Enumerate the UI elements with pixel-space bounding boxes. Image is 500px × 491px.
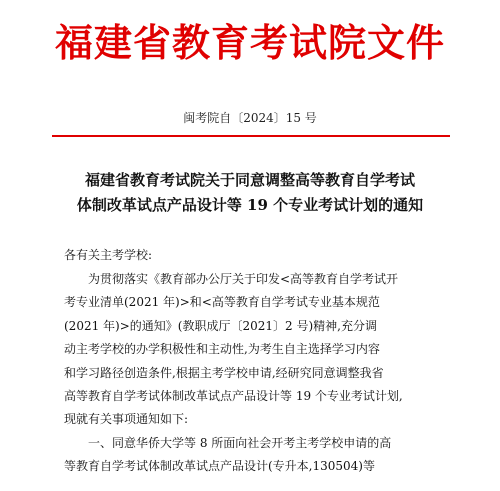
document-body (64, 268, 439, 479)
body-line: 考专业清单(2021 年)>和<高等教育自学考试专业基本规范 (64, 295, 380, 310)
body-line: (2021 年)>的通知》(教职成厅〔2021〕2 号)精神,充分调 (64, 318, 377, 333)
body-line: 一、同意华侨大学等 8 所面向社会开考主考学校申请的高 (88, 435, 392, 450)
body-line: 现就有关事项通知如下: (64, 412, 189, 427)
document-title (40, 168, 460, 218)
red-divider-rule (52, 135, 450, 137)
salutation: 各有关主考学校: (64, 248, 153, 262)
body-line: 和学习路径创造条件,根据主考学校申请,经研究同意调整我省 (64, 365, 384, 380)
document-number: 闽考院自〔2024〕15 号 (183, 111, 317, 125)
body-line: 动主考学校的办学积极性和主动性,为考生自主选择学习内容 (64, 342, 380, 357)
document-header-title: 福建省教育考试院文件 (54, 20, 445, 65)
body-line: 为贯彻落实《教育部办公厅关于印发<高等教育自学考试开 (88, 272, 399, 286)
document-title-line: 体制改革试点产品设计等 19 个专业考试计划的通知 (76, 196, 424, 214)
body-line: 高等教育自学考试体制改革试点产品设计等 19 个专业考试计划, (64, 389, 403, 404)
body-line: 等教育自学考试体制改革试点产品设计(专升本,130504)等 (64, 459, 375, 474)
document-title-line: 福建省教育考试院关于同意调整高等教育自学考试 (84, 171, 415, 189)
